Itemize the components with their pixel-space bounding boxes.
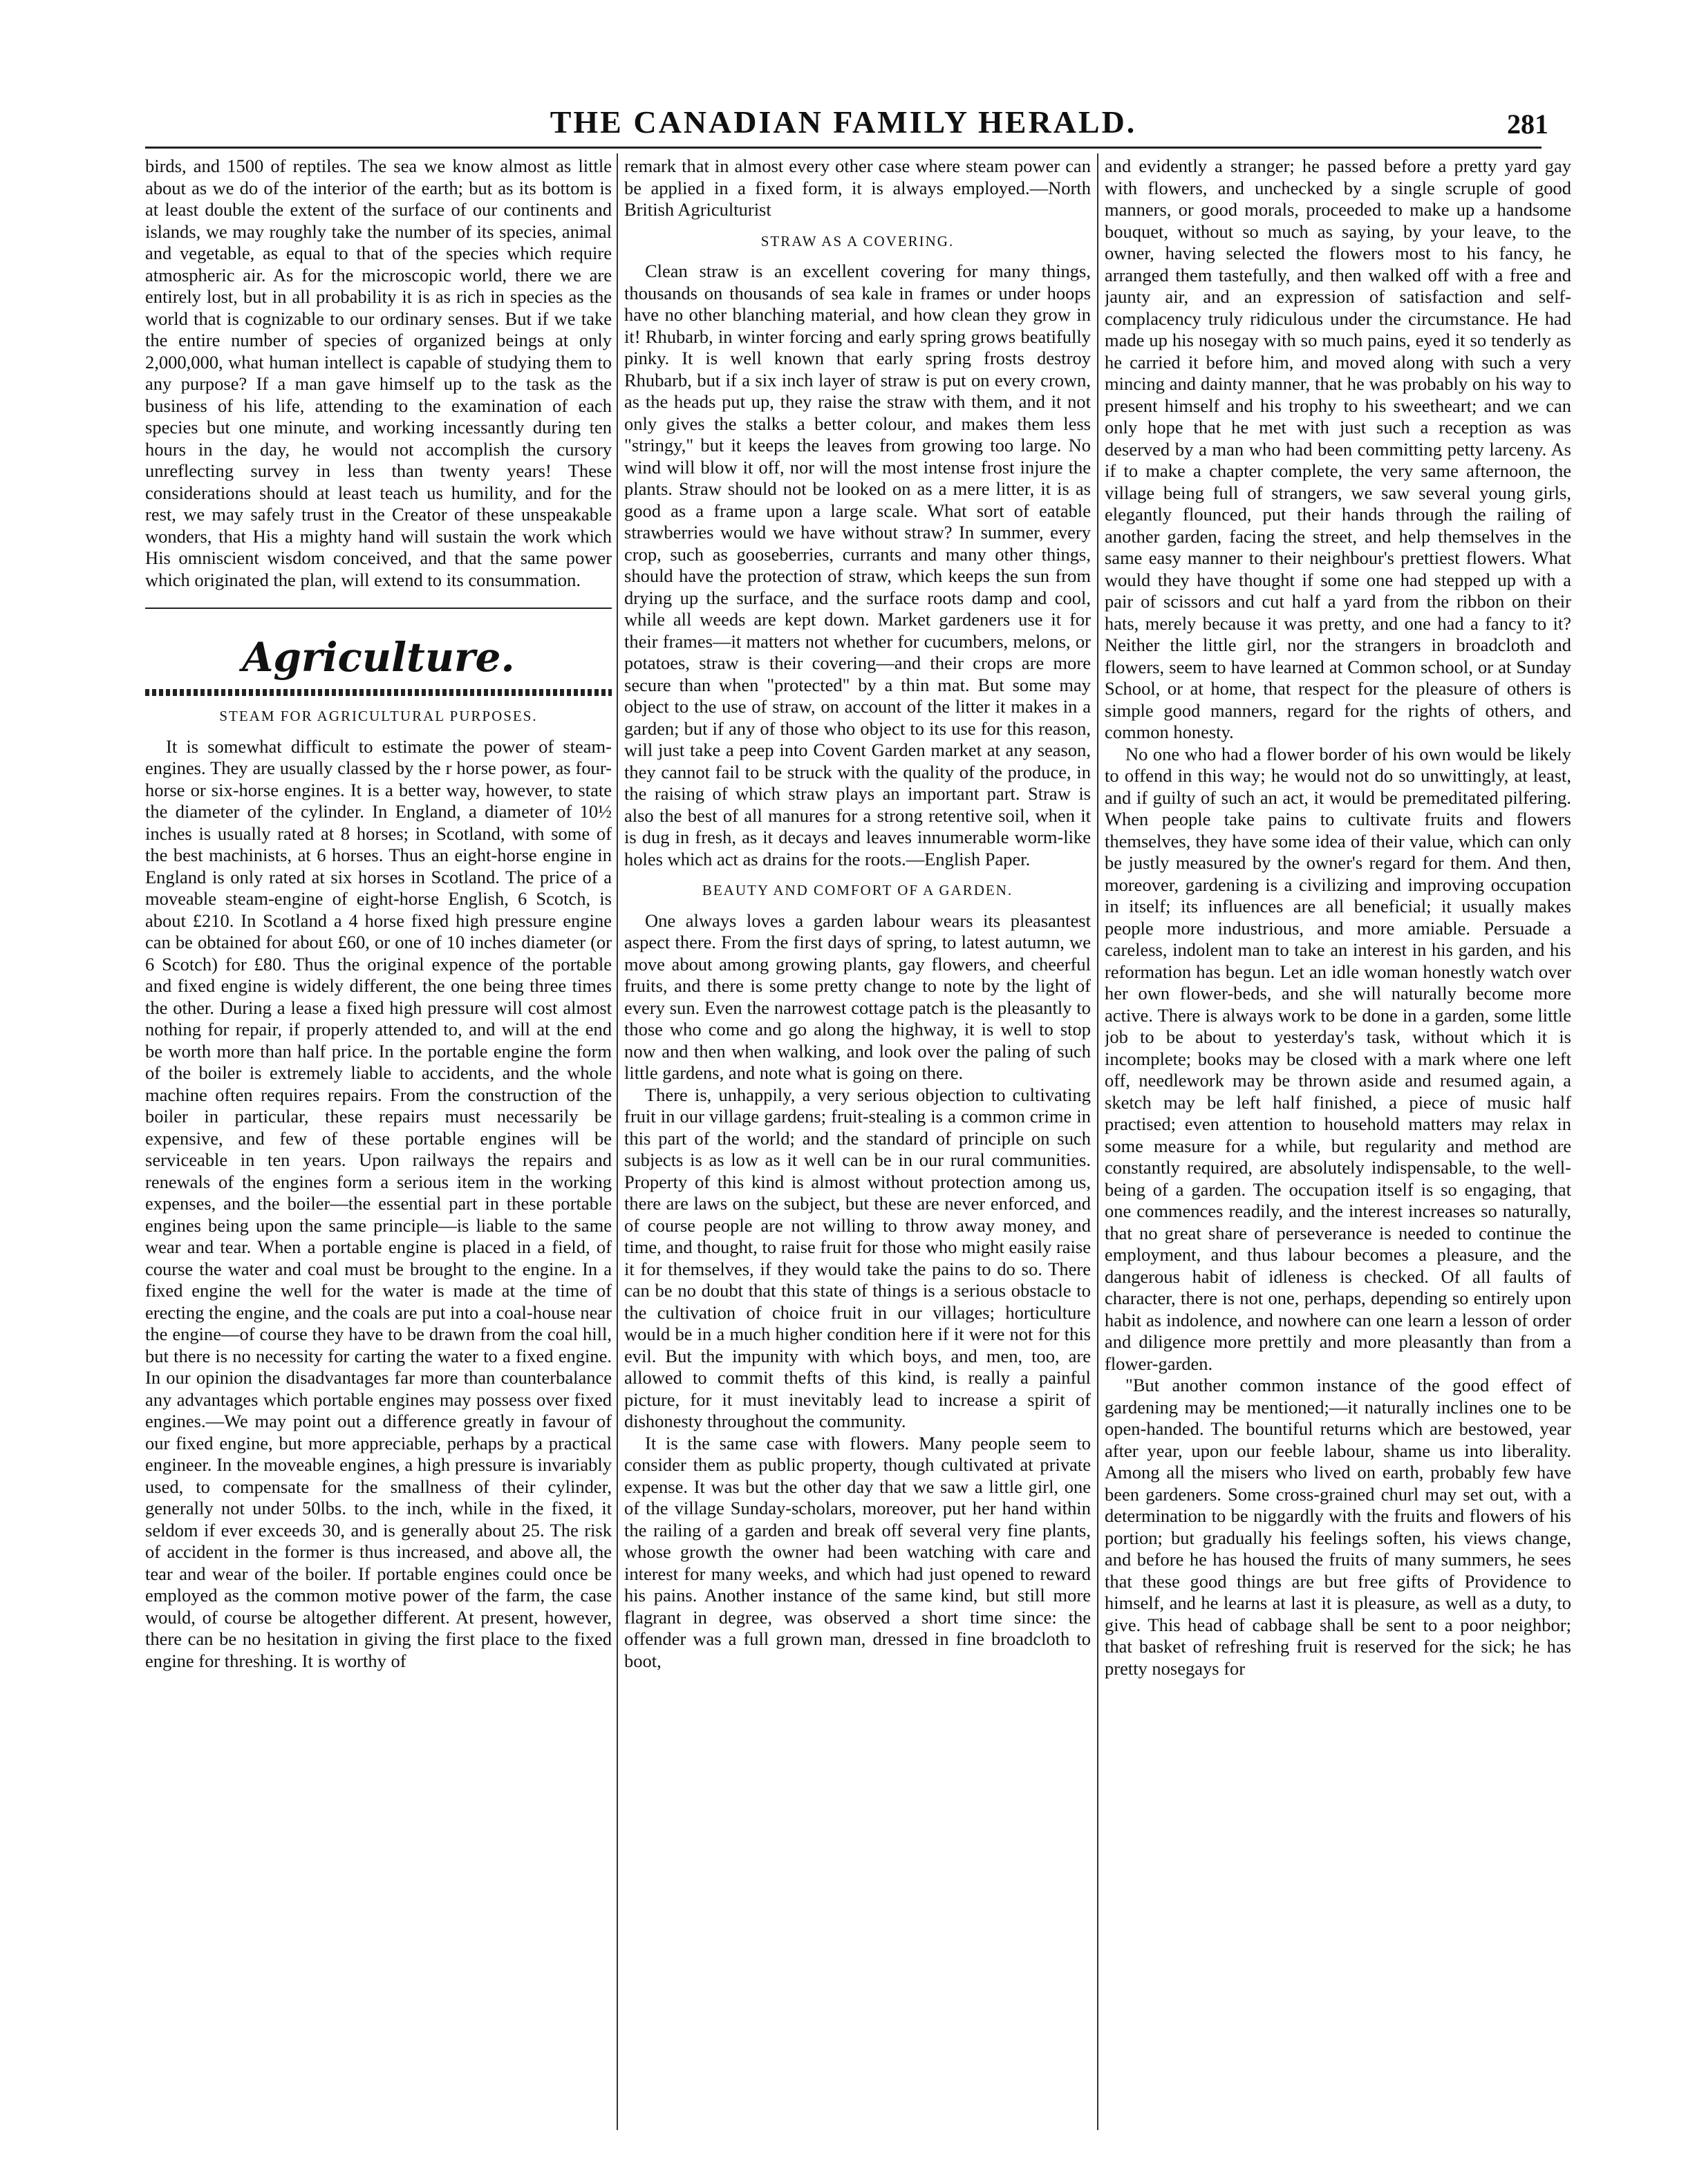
paragraph: Clean straw is an excellent covering for many things, thousands on thousands of sea kale in frames or under hoops have no other blanching material, and how clean they grow in it! Rhubarb, in winter forcing and early spring grows beatifully pinky. It is well known that early spring frosts destroy Rhubarb, but if a six inch layer of straw is put on every crown, as the heads put up, they raise the straw with them, and it not only gives the stalks a better colour, and makes them less "stringy," but it keeps the leaves from growing too large. No wind will blow it off, nor will the most intense frost injure the plants. Straw should not be looked on as a mere litter, it is as good as a frame upon a large scale. What sort of eatable strawberries would we have without straw? In summer, every crop, such as gooseberries, currants and many other things, should have the protection of straw, which keeps the sun from drying up the surface, and the surface roots damp and cool, while all weeds are kept down. Market gardeners use it for their frames—it matters not whether for cucumbers, melons, or potatoes, straw is their covering—and their crops are more secure than when "protected" by a thin mat. But some may object to the use of straw, on account of the litter it makes in a garden; but if any of those who object to its use for this reason, will just take a peep into Covent Garden market at any season, they cannot fail to be struck with the quality of the produce, in the raising of which straw plays an important part. Straw is also the best of all manures for a strong retentive soil, when it is dug in fresh, as it decays and leaves innumerable worm-like holes which act as drains for the roots.—English Paper. <box>624 261 1091 869</box>
paragraph: It is the same case with flowers. Many people seem to consider them as public property, though cultivated at private expense. It was but the other day that we saw a little girl, one of the village Sunday-scholars, moreover, put her hand within the railing of a garden and break off several very fine plants, whose growth the owner had been watching with care and interest for many weeks, and which had just opened to reward his pains. Another instance of the same kind, but still more flagrant in degree, was observed a short time since: the offender was a full grown man, dressed in fine broadcloth to boot, <box>624 1432 1091 1671</box>
section-divider <box>145 608 612 609</box>
column-2 <box>624 156 1091 2160</box>
paragraph: There is, unhappily, a very serious objection to cultivating fruit in our village gardens; fruit-stealing is a common crime in this part of the world; and the standard of principle on such subjects is as low as it well can be in our rural communities. Property of this kind is almost without protection among us, there are laws on the subject, but these are never enforced, and of course people are not willing to throw away money, and time, and thought, to raise fruit for those who might easily raise it for themselves, if they would take the pains to do so. There can be no doubt that this state of things is a serious obstacle to the cultivation of choice fruit in our villages; horticulture would be in a much higher condition here if it were not for this evil. But the impunity with which boys, and men, too, are allowed to commit thefts of this kind, is really a painful picture, for it must inevitably lead to increase a spirit of dishonesty throughout the community. <box>624 1084 1091 1431</box>
masthead <box>138 104 1548 145</box>
article-title: BEAUTY AND COMFORT OF A GARDEN. <box>702 882 1013 898</box>
masthead-rule <box>145 147 1542 149</box>
paragraph: It is somewhat difficult to estimate the power of steam-engines. They are usually classed by the r horse power, as four-horse or six-horse engines. It is a better way, however, to state the diameter of the cylinder. In England, a diameter of 10½ inches is usually rated at 8 horses; in Scotland, with some of the best machinists, at 6 horses. Thus an eight-horse engine in England is only rated at six horses in Scotland. The price of a moveable steam-engine of eight-horse English, 6 Scotch, is about £210. In Scotland a 4 horse fixed high pressure engine can be obtained for about £60, or one of 10 inches diameter (or 6 Scotch) for £80. Thus the original expence of the portable and fixed engine is widely different, the one being three times the other. During a lease a fixed high pressure will cost almost nothing for repair, if properly attended to, and will at the end be worth more than half price. In the portable engine the form of the boiler is extremely liable to accidents, and the whole machine often requires repairs. From the construction of the boiler in particular, these repairs must necessarily be expensive, and few of these portable engines will be serviceable in ten years. Upon railways the repairs and renewals of the engines form a serious item in the working expenses, and the boiler—the essential part in these portable engines being upon the same principle—is liable to the same wear and tear. When a portable engine is placed in a field, of course the water and coal must be brought to the engine. In a fixed engine the well for the water is made at the time of erecting the engine, and the coals are put into a coal-house near the engine—of course they have to be drawn from the coal hill, but there is no necessity for carting the water to a fixed engine. In our opinion the disadvantages far more than counterbalance any advantages which portable engines may possess over fixed engines.—We may point out a difference greatly in favour of our fixed engine, but more appreciable, perhaps by a practical engineer. In the moveable engines, a high pressure is invariably used, to compensate for the smallness of their cylinder, generally not under 50lbs. to the inch, while in the fixed, it seldom if ever exceeds 30, and is generally about 25. The risk of accident in the former is thus increased, and above all, the tear and wear of the boiler. If portable engines could once be employed as the common motive power of the farm, the case would, of course be altogether different. At present, however, there can be no hesitation in giving the first place to the fixed engine for threshing. It is worthy of <box>145 735 612 1671</box>
article-title: STEAM FOR AGRICULTURAL PURPOSES. <box>219 708 538 724</box>
column-1 <box>145 156 612 2160</box>
paragraph: remark that in almost every other case where steam power can be applied in a fixed form, it is always employed.—North British Agriculturist <box>624 156 1091 220</box>
section-title: Agriculture. <box>242 634 515 681</box>
page-number: 281 <box>1507 109 1548 140</box>
column-separator <box>1097 153 1098 2130</box>
paragraph: "But another common instance of the good effect of gardening may be mentioned;—it naturally inclines one to be open-handed. The bountiful returns which are bestowed, year after year, upon our feeble labour, shame us into liberality. Among all the misers who lived on earth, probably few have been gardeners. Some cross-grained churl may set out, with a determination to be niggardly with the fruits and flowers of his portion; but gradually his feelings soften, his views change, and before he has housed the fruits of many summers, he sees that these good things are but free gifts of Providence to himself, and he learns at last it is pleasure, as well as a duty, to give. This head of cabbage shall be sent to a poor neighbor; that basket of refreshing fruit is reserved for the sick; he has pretty nosegays for <box>1105 1375 1571 1679</box>
masthead-title: THE CANADIAN FAMILY HERALD. <box>550 104 1137 140</box>
article-title: STRAW AS A COVERING. <box>760 232 955 250</box>
column-3 <box>1105 156 1571 2160</box>
paragraph: birds, and 1500 of reptiles. The sea we know almost as little about as we do of the interior of the earth; but as its bottom is at least double the extent of the surface of our continents and islands, we may roughly take the number of its species, animal and vegetable, as equal to that of the species which require atmospheric air. As for the microscopic world, there we are entirely lost, but in all probability it is as rich in species as the world that is cognizable to our ordinary senses. But if we take the entire number of species of organized beings at only 2,000,000, what human intellect is capable of studying them to any purpose? If a man gave himself up to the task as the business of his life, attending to the examination of each species but one minute, and working incessantly during ten hours in the day, he would not accomplish the cursory unreflecting survey in less than twenty years! These considerations should at least teach us humility, and for the rest, we may safely trust in the Creator of these unspeakable wonders, that His a mighty hand will sustain the work which His omniscient wisdom conceived, and that the same power which originated the plan, will extend to its consummation. <box>145 156 612 590</box>
paragraph: and evidently a stranger; he passed before a pretty yard gay with flowers, and unchecked by a single scruple of good manners, or good morals, proceeded to make up a handsome bouquet, without so much as saying, by your leave, to the owner, having selected the flowers most to his fancy, he arranged them tastefully, and then walked off with a free and jaunty air, and an expression of satisfaction and self-complacency truly ridiculous under the circumstance. He had made up his nosegay with so much pains, eyed it so tenderly as he carried it before him, and moved along with such a very mincing and dainty manner, that he was probably on his way to present himself and his trophy to his sweetheart; and we can only hope that he met with just such a reception as was deserved by a man who had been committing petty larceny. As if to make a chapter complete, the very same afternoon, the village being full of strangers, we saw several young girls, elegantly flounced, put their hands through the railing of another garden, facing the street, and help themselves in the same easy manner to their neighbour's prettiest flowers. What would they have thought if some one had stepped up with a pair of scissors and cut half a yard from the ribbon on their hats, merely because it was pretty, and one had a fancy to it? Neither the little girl, nor the strangers in broadcloth and flowers, seem to have learned at Common school, or at Sunday School, or at home, that respect for the pleasure of others is simple good manners, regard for the rights of others, and common honesty. <box>1105 156 1571 742</box>
ornamental-rule <box>145 689 612 696</box>
paragraph: No one who had a flower border of his own would be likely to offend in this way; he would not do so unwittingly, at least, and if guilty of such an act, it would be premeditated pilfering. When people take pains to cultivate fruits and flowers themselves, they have some idea of their value, which can only be justly measured by the owner's regard for them. And then, moreover, gardening is a civilizing and improving occupation in itself; its influences are all beneficial; it usually makes people more industrious, and more amiable. Persuade a careless, indolent man to take an interest in his garden, and his reformation has begun. Let an idle woman honestly watch over her own flower-beds, and she will naturally become more active. There is always work to be done in a garden, some little job to be about to yesterday's task, without which it is incomplete; books may be closed with a mark where one left off, needlework may be thrown aside and resumed again, a sketch may be left half finished, a piece of music half practised; even attention to household matters may relax in some measure for a while, but regularity and method are constantly required, are absolutely indispensable, to the well-being of a garden. The occupation itself is so engaging, that one commences readily, and the interest increases so naturally, that no great share of perseverance is needed to continue the employment, and thus labour becomes a pleasure, and the dangerous habit of idleness is checked. Of all faults of character, there is not one, perhaps, depending so entirely upon habit as indolence, and nowhere can one learn a lesson of order and diligence more prettily and more pleasantly than from a flower-garden. <box>1105 743 1571 1374</box>
column-separator <box>617 153 618 2130</box>
paragraph: One always loves a garden labour wears its pleasantest aspect there. From the first days of spring, to latest autumn, we move about among growing plants, gay flowers, and cheerful fruits, and there is some pretty change to note by the light of every sun. Even the narrowest cottage patch is the pleasantly to those who come and go along the highway, it is well to stop now and then when walking, and look over the paling of such little gardens, and note what is going on there. <box>624 910 1091 1083</box>
